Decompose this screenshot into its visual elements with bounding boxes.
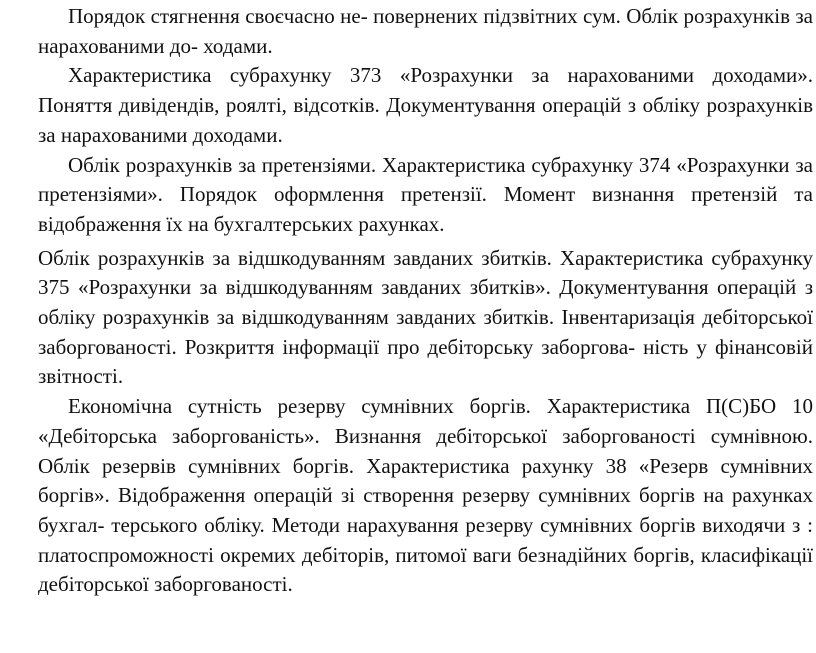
paragraph-doubtful-debts-reserve: Економічна сутність резерву сумнівних боргів. Характеристика П(С)БО 10 «Дебіторська заборгованість». Визнання дебіторської заборгованості сумнівною. Облік резервів сумнівних боргів. Характеристика рахунку 38 «Резерв сумнівних боргів». Відображення операцій зі створення резерву сумнівних боргів на рахунках бухгал- терського обліку. Методи нарахування резерву сумнівних боргів виходячи з : платоспроможності окремих дебіторів, питомої ваги безнадійних боргів, класифікації дебіторської заборгованості. — [38, 394, 813, 597]
paragraph-subaccount-373: Характеристика субрахунку 373 «Розрахунки за нарахованими доходами». Поняття дивідендів, роялті, відсотків. Документування операцій з обліку розрахунків за нарахованими доходами. — [38, 63, 813, 147]
paragraph-unreported-sums: Порядок стягнення своєчасно не- повернених підзвітних сум. Облік розрахунків за нарахованими до- ходами. — [38, 4, 813, 58]
document-page — [38, 2, 813, 600]
paragraph-subaccount-374: Облік розрахунків за претензіями. Характеристика субрахунку 374 «Розрахунки за претензіями». Порядок оформлення претензії. Момент визнання претензій та відображення їх на бухгалтерських рахунках. — [38, 152, 813, 236]
paragraph-subaccount-375: Облік розрахунків за відшкодуванням завданих збитків. Характеристика субрахунку 375 «Розрахунки за відшкодуванням завданих збитків». Документування операцій з обліку розрахунків за відшкодуванням завданих збитків. Інвентаризація дебіторської заборгованості. Розкриття інформації про дебіторську заборгова- ність у фінансовій звітності. — [38, 245, 813, 389]
